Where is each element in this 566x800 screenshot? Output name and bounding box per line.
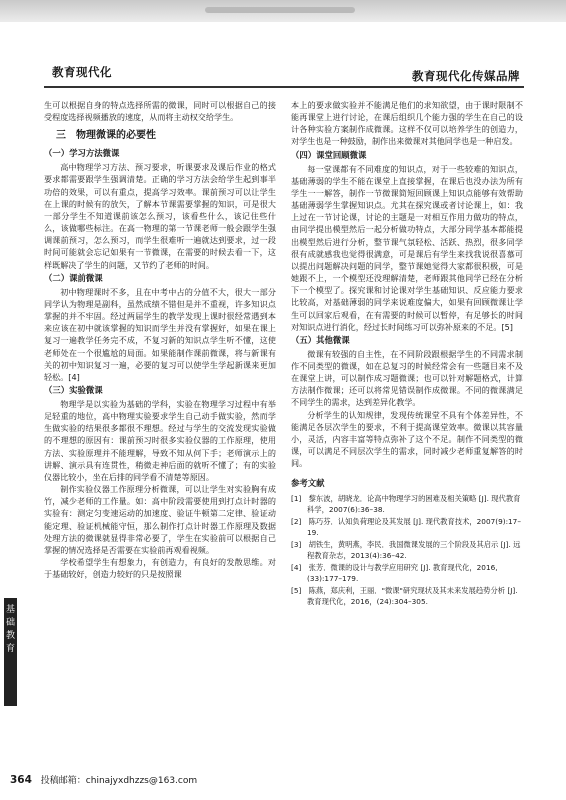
section-side-tab: 基础教育 bbox=[4, 598, 17, 706]
reference-item: [1] 黎东波，胡晓龙．论高中物理学习的困难及相关策略 [J]. 现代教育科学，2007(6):36–38. bbox=[291, 494, 521, 515]
reference-item: [4] 张芳．微课的设计与教学应用研究 [J]. 教育现代化，2016,(33):177–179. bbox=[291, 563, 498, 584]
reference-item: [3] 胡铁生，黄明燕，李民．我国微课发展的三个阶段及其启示 [J]. 远程教育杂志，2013(4):36–42. bbox=[291, 540, 521, 561]
subsection-2-title: （二）课前微课 bbox=[44, 272, 103, 283]
header-rule bbox=[44, 86, 524, 88]
subsection-5-title: （五）其他微课 bbox=[291, 334, 350, 345]
submission-email: 投稿邮箱：chinajyxdhzzs@163.com bbox=[40, 776, 198, 786]
scan-top-band bbox=[0, 0, 566, 22]
subsection-5-text-1: 微课有较强的自主性，在不同阶段跟根据学生的不同需求制作不同类型的微课，如在总复习的时候经常会有一些题目来不及在课堂上讲，可以制作成习题微课；也可以针对解题格式，计算方法制作微课；还可以将常见错误制作成微课。不同的微课满足不同学生的需求，达到差异化教学。 bbox=[291, 348, 523, 408]
subsection-3-text-1: 物理学是以实验为基础的学科，实验在物理学习过程中有举足轻重的地位，高中物理实验要求学生自己动手做实验，然而学生做实验的结果很多都很不理想。经过与学生的交流发现实验做的不理想的原因有：课前预习时很多实验仪器的工作原理，使用方法、实验原理并不能理解，导致不知从何下手；老师演示上的讲解、演示具有连贯性，稍微走神后面的就听不懂了；有的实验仪器比较小，坐在后排的同学看不清楚等原因。 bbox=[44, 398, 276, 482]
subsection-1-title: （一）学习方法微课 bbox=[44, 148, 120, 159]
scan-blur-mark bbox=[205, 7, 355, 13]
right-column bbox=[291, 99, 523, 608]
page-footer bbox=[10, 773, 197, 786]
subsection-4-text: 每一堂课都有不同难度的知识点，对于一些较难的知识点，基础薄弱的学生不能在课堂上直接掌握，在课后也没办法为所有学生一一解答，制作一节微课简短回顾课上知识点能够有效帮助基础薄弱学生掌握知识点。尤其在探究课或者讨论课上，如：我上过在一节讨论课，讨论的主题是一对相互作用力做功的特点，由同学提出模型然后一起分析做功特点，大部分同学基本都能提出模型然后进行分析，整节课气氛轻松、活跃、热烈，很多同学很有成就感我也觉得很满意，可是课后有学生来找我说很喜慕可以提出问题解决问题的同学，整节课她觉得大家都很积极，可是她跟不上，一个模型还没理解清楚，老师跟其他同学已经在分析下一个模型了。探究课和讨论课对学生基础知识、反应能力要求比较高，对基础薄弱的同学来说难度偏大，如果有回顾微课让学生可以回家后观看，在有需要的时候可以暂停，有足够长的时间对知识点进行消化，经过长时间练习可以弥补原来的不足。[5] bbox=[291, 163, 523, 332]
left-column bbox=[44, 99, 276, 580]
journal-slogan: 教育现代化传媒品牌 bbox=[412, 69, 520, 83]
references-title: 参考文献 bbox=[291, 478, 325, 489]
subsection-3-text-2: 制作实验仪器工作原理分析微课，可以让学生对实验胸有成竹，减少老师的工作量。如：高中阶段需要使用到打点计时器的实验有：测定匀变速运动的加速度、验证牛顿第二定律、验证动能定理、验证机械能守恒，那么制作打点计时器工作原理及数据处理方法的微课就显得非常必要了，学生在实验前可以根据自己掌握的情况选择是否需要在实验前再观看视频。 bbox=[44, 484, 276, 555]
intro-paragraph: 生可以根据自身的特点选择所需的微课，同时可以根据自己的接受程度选择视频播放的速度，从而将主动权交给学生。 bbox=[44, 100, 276, 123]
subsection-3-text-3: 学校希望学生有想象力，有创造力，有良好的发散思维。对于基础较好，创造力较好的只是按照课 bbox=[44, 557, 276, 580]
subsection-5-text-2: 分析学生的认知规律，发现传统课堂不具有个体差异性，不能满足各层次学生的要求，不利于提高课堂效率。微课以其容量小，灵活，内容丰富等特点弥补了这个不足。制作不同类型的微课，可以满足不同层次学生的需求，同时减少老师重复解答的时间。 bbox=[291, 409, 523, 469]
continued-paragraph: 本上的要求做实验并不能满足他们的求知欲望，由于课时限制不能再课堂上进行讨论，在课后组织几个能力强的学生在自己的设计各种实验方案制作成微课。这样不仅可以培养学生的创造力，对学生也是一种鼓励，制作出来微课对其他同学也是一种启发。 bbox=[291, 100, 523, 147]
reference-item: [2] 陈巧芬．认知负荷理论及其发展 [J]. 现代教育技术，2007(9):17–19. bbox=[291, 517, 521, 538]
reference-item: [5] 陈燕，郑庆利，王丽．"微课"研究现状及其未来发展趋势分析 [J]. 教育现代化，2016，(24):304–305. bbox=[291, 586, 518, 607]
subsection-4-title: （四）课堂回顾微课 bbox=[291, 149, 367, 160]
subsection-3-title: （三）实验微课 bbox=[44, 384, 103, 395]
subsection-2-text: 初中物理课时不多，且在中考中占的分值不大，很大一部分同学认为物理是副科，虽然成绩不错但是并不重视，许多知识点掌握的并不牢固。经过两届学生的教学发现上课时很经常遇到本来应该在初中就该掌握的知识而学生并没有掌握好，如果在课上复习一遍教学任务完不成，不复习新的知识点学生听不懂，这使老师处在一个很尴尬的局面。如果能制作课前微课，将与新课有关的初中知识复习一遍，必要的复习可以使学生学起新课来更加轻松。[4] bbox=[44, 286, 276, 382]
journal-name: 教育现代化 bbox=[52, 65, 112, 79]
page-number: 364 bbox=[10, 774, 32, 786]
section-title: 三 物理微课的必要性 bbox=[56, 130, 156, 142]
subsection-1-text: 高中物理学习方法、预习要求，听课要求及课后作业的格式要求都需要跟学生强调清楚。正确的学习方法会给学生起到事半功倍的效果，可以有重点，提高学习效率。课前预习可以让学生在上课的时候有的放矢，了解本节课需要掌握的知识，可是很大一部分学生不知道课前该怎么预习，该看些什么，该记住些什么，该做哪些标注。在高一物理的第一节课老师一般会跟学生强调课前预习，怎么预习，而学生很难听一遍就达到要求，过一段时间可能就会忘记如果有一节微课，在需要的时候去看一下，这样既解决了学生的问题，又节约了老师的时间。 bbox=[44, 162, 276, 270]
